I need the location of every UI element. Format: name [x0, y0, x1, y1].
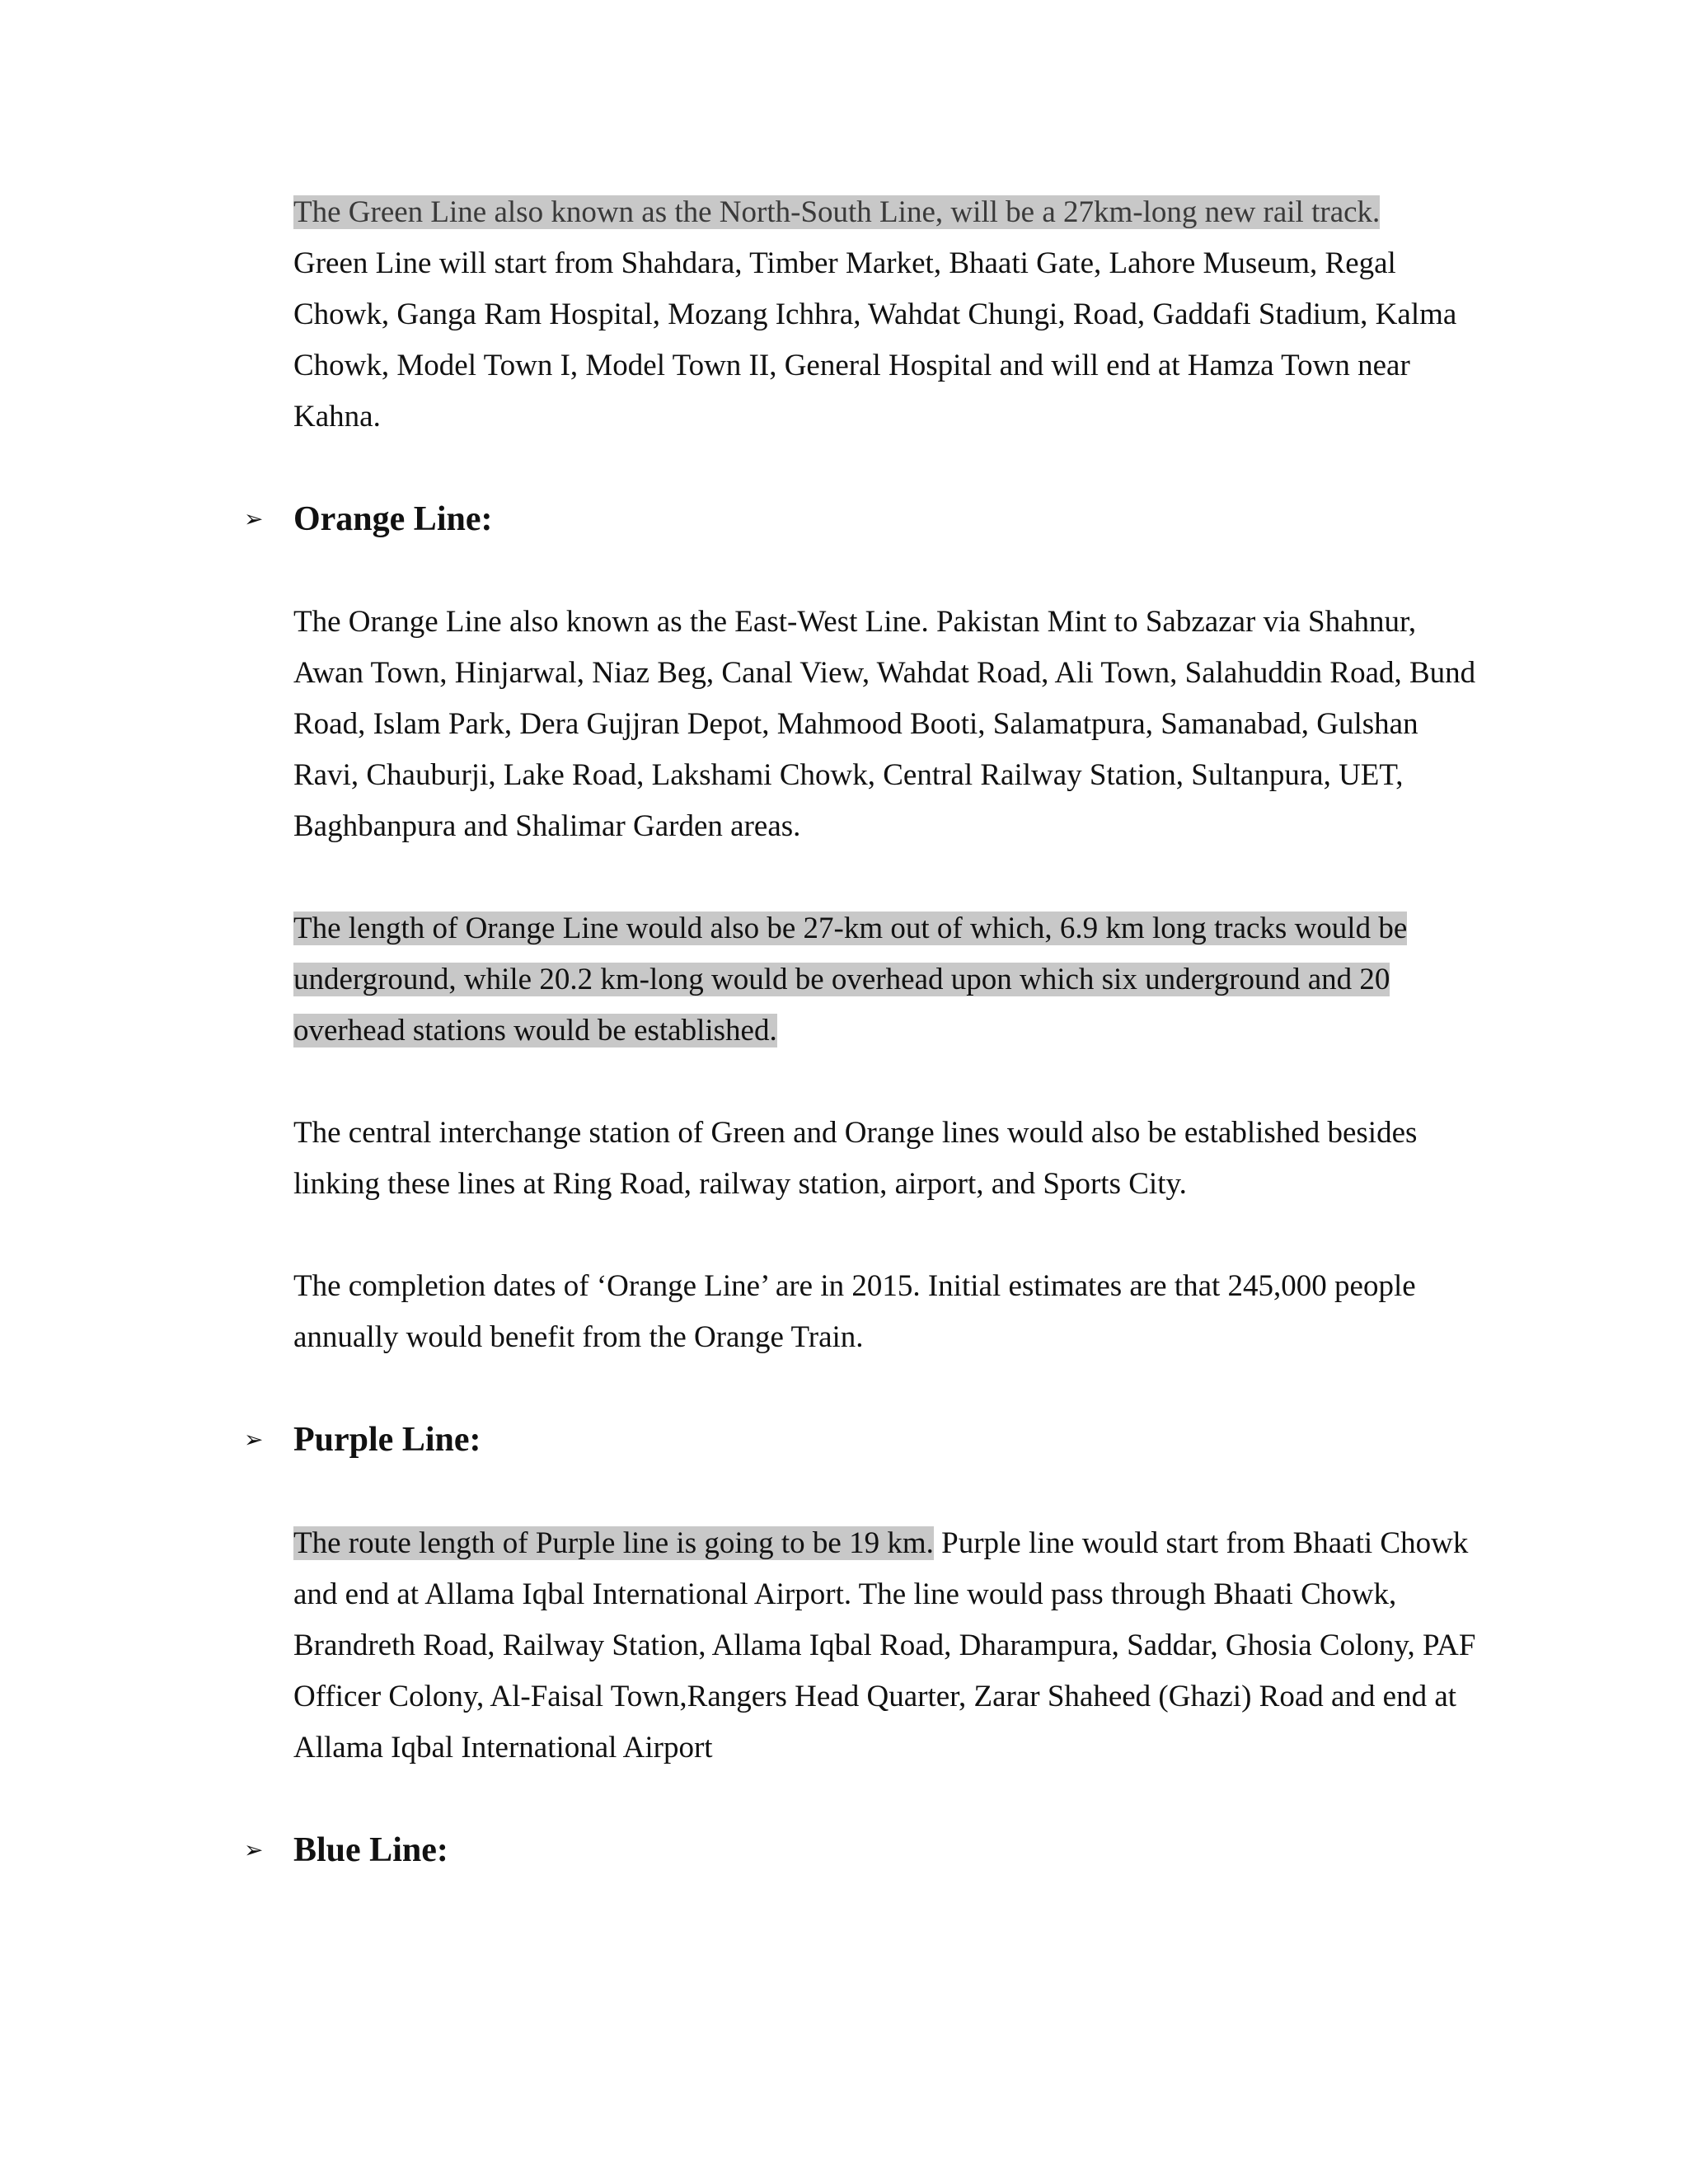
orange-line-paragraph-4: The completion dates of ‘Orange Line’ are in 2015. Initial estimates are that 245,000 people annually would benefit from the Orange Train. — [293, 1269, 1416, 1354]
orange-line-highlight: The length of Orange Line would also be 27-km out of which, 6.9 km long tracks would be underground, while 20.2 km-long would be overhead upon which six underground and 20 overhead stations would be established. — [293, 912, 1408, 1047]
purple-line-paragraph — [293, 1518, 1480, 1774]
purple-line-heading-text: Purple Line: — [293, 1421, 481, 1459]
purple-line-text: Purple line would start from Bhaati Chowk and end at Allama Iqbal International Airport. The line would pass through Bhaati Chowk, Brandreth Road, Railway Station, Allama Iqbal Road, Dharampura, Saddar, Ghosia Colony, PAF Officer Colony, Al-Faisal Town,Rangers Head Quarter, Zarar Shaheed (Ghazi) Road and end at Allama Iqbal International Airport — [293, 1526, 1476, 1765]
orange-line-paragraph-2 — [293, 903, 1480, 1057]
purple-line-highlight: The route length of Purple line is going to be 19 km. — [293, 1526, 934, 1560]
orange-line-heading — [244, 494, 492, 545]
blue-line-heading — [244, 1825, 448, 1876]
orange-line-heading-text: Orange Line: — [293, 500, 493, 538]
orange-line-paragraph-1: The Orange Line also known as the East-West Line. Pakistan Mint to Sabzazar via Shahnur, Awan Town, Hinjarwal, Niaz Beg, Canal View, Wahdat Road, Ali Town, Salahuddin Road, Bund Road, Islam Park, Dera Gujjran Depot, Mahmood Booti, Salamatpura, Samanabad, Gulshan Ravi, Chauburji, Lake Road, Lakshami Chowk, Central Railway Station, Sultanpura, UET, Baghbanpura and Shalimar Garden areas. — [293, 605, 1476, 843]
arrow-bullet-icon: ➢ — [244, 505, 264, 532]
blue-line-heading-text: Blue Line: — [293, 1831, 448, 1869]
green-line-paragraph — [293, 187, 1480, 443]
green-line-highlight: The Green Line also known as the North-South Line, will be a 27km-long new rail track. — [293, 195, 1381, 229]
arrow-bullet-icon: ➢ — [244, 1426, 264, 1453]
purple-line-heading — [244, 1414, 481, 1465]
green-line-text: Green Line will start from Shahdara, Timber Market, Bhaati Gate, Lahore Museum, Regal Chowk, Ganga Ram Hospital, Mozang Ichhra, Wahdat Chungi, Road, Gaddafi Stadium, Kalma Chowk, Model Town I, Model Town II, General Hospital and will end at Hamza Town near Kahna. — [293, 246, 1457, 434]
orange-line-paragraph-3: The central interchange station of Green and Orange lines would also be established besides linking these lines at Ring Road, railway station, airport, and Sports City. — [293, 1116, 1418, 1201]
arrow-bullet-icon: ➢ — [244, 1836, 264, 1863]
